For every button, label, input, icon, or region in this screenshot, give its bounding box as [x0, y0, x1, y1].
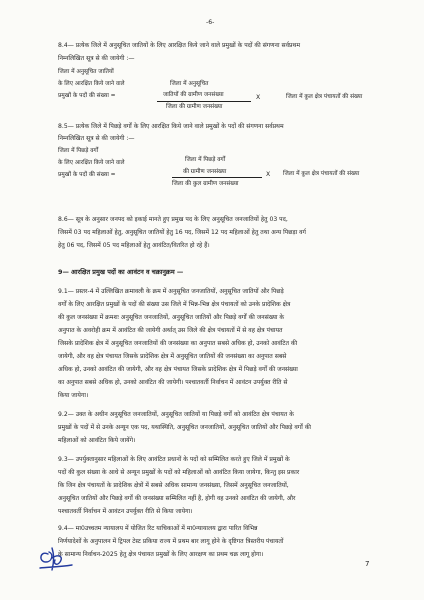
para-9-2-line-3: महिलाओं को आवंटित किये जायेंगे। — [58, 437, 136, 444]
formula-sc-rhs: जिला में कुल क्षेत्र पंचायतों की संख्या — [286, 94, 363, 100]
formula-obc-fraction-bar — [172, 177, 262, 178]
para-9-1-line-2: वर्गों के लिए आरक्षित प्रमुखों के पदों की संख्या उस जिले में भिन्न-भिन्न क्षेत्र पंचायतों को उनके प्रादेशिक क्षेत्र — [58, 301, 291, 308]
formula-sc-numerator-1: जिला में अनुसूचित — [170, 81, 209, 87]
para-9-1-line-5: जिसके प्रादेशिक क्षेत्र में अनुसूचित जनजातियों की जनसंख्या का अनुपात सबसे अधिक हो, उनको आवंटित की — [58, 340, 298, 347]
para-8-5-line-2: निम्नलिखित सूत्र से की जायेगी :— — [58, 135, 135, 142]
formula-sc-denominator: जिला की ग्रामीण जनसंख्या — [166, 104, 223, 110]
formula-obc-lhs-2: के लिए आरक्षित किये जाने वाले — [58, 160, 125, 166]
formula-obc-times: X — [266, 171, 271, 178]
signature-mark — [34, 540, 76, 572]
para-9-3-line-4: अनुसूचित जातियों और पिछड़े वर्गों की जनसंख्या सम्मिलित नहीं है, होगी वह उनको आवंटित की जायेगी, और — [58, 495, 296, 502]
para-9-4-line-3: के सामान्य निर्वाचन-2025 हेतु क्षेत्र पंचायत प्रमुखों के लिए आरक्षण का प्रथम चक्र लागू होगा। — [58, 551, 264, 558]
para-9-1-line-9: किया जायेगा। — [58, 392, 89, 399]
para-9-1-line-8: का अनुपात सबसे अधिक हो, उनको आवंटित की जायेगी। पश्चातवर्ती निर्वाचन में आवंटन उपर्युक्त रीति से — [58, 379, 288, 386]
formula-obc-denominator: जिला की कुल ग्रामीण जनसंख्या — [172, 181, 239, 187]
formula-sc-lhs-3: प्रमुखों के पदों की संख्या = — [58, 93, 116, 99]
para-9-4-line-2: निर्णयादेशों के अनुपालन में ट्रिपल टेस्ट प्रकिया राज्य में प्रथम बार लागू होने के दृष्टिगत त्रिस्तरीय पंचायतों — [58, 538, 284, 545]
para-9-3-line-1: 9.3— उपर्युक्तानुसार महिलाओं के लिए आवंटित प्रधानों के पदों को सम्मिलित करते हुए जिले में प्रमुखों के — [58, 456, 290, 463]
para-9-3-line-2: पदों की कुल संख्या के आधे से अन्यून प्रमुखों के पदों को महिलाओं को आवंटित किया जायेगा, किन्तु इस प्रकार — [58, 469, 300, 476]
section-9-heading: 9— आरक्षित प्रमुख पदों का आवंटन व चक्रानुक्रम — — [58, 268, 184, 276]
formula-sc-numerator-2: जातियों की ग्रामीण जनसंख्या — [163, 92, 224, 98]
formula-sc-times: X — [256, 94, 261, 101]
formula-sc-lhs-1: जिला में अनुसूचित जातियों — [58, 69, 114, 75]
para-9-1-line-6: जायेगी, और वह क्षेत्र पंचायत जिसके प्रादेशिक क्षेत्र में अनुसूचित जातियों की जनसंख्या का अनुपात सबसे — [58, 353, 287, 360]
para-8-6-line-1: 8.6— सूत्र के अनुसार जनपद को इकाई मानते हुए प्रमुख पद के लिए अनुसूचित जनजातियों हेतु 03 पद, — [58, 216, 288, 223]
para-8-4-line-2: निम्नलिखित सूत्र से की जायेगी :— — [58, 55, 135, 62]
para-9-2-line-2: प्रमुखों के पदों में से उनके अन्यून एक पद, यथास्थिति, अनुसूचित जनजातियों, अनुसूचित जातियों और पिछड़े वर्गों की — [58, 424, 311, 431]
formula-obc-rhs: जिला में कुल क्षेत्र पंचायतों की संख्या — [283, 171, 360, 177]
formula-obc-numerator-1: जिला में पिछड़े वर्गों — [185, 157, 226, 163]
formula-sc-lhs-2: के लिए आरक्षित किये जाने वाले — [58, 81, 125, 87]
page-top-mark: -6- — [206, 19, 215, 26]
para-8-6-line-2: जिसमें 03 पद महिलाओं हेतु, अनुसूचित जातियों हेतु 16 पद, जिसमें 12 पद महिलाओं हेतु तथा अन्य पिछड़ा वर्ग — [58, 229, 306, 236]
para-9-3-line-5: पश्चातवर्ती निर्वाचन में आवंटन उपर्युक्त रीति से किया जायेगा। — [58, 508, 193, 515]
formula-sc-fraction-bar — [157, 101, 251, 102]
para-9-1-line-1: 9.1— प्रस्तर-4 में उल्लिखित क्रमावली के क्रम में अनुसूचित जनजातियों, अनुसूचित जातियों और पिछड़े — [58, 288, 284, 295]
formula-obc-lhs-1: जिला में पिछड़े वर्गों — [58, 148, 99, 154]
para-8-5-line-1: 8.5— प्रत्येक जिले में पिछड़े वर्गों के लिए आरक्षित किये जाने वाले प्रमुखों के पदों की संगणना सर्वप्रथम — [58, 123, 284, 130]
para-9-1-line-3: की कुल जनसंख्या में क्रमशः अनुसूचित जनजातियों, अनुसूचित जातियों और पिछड़े वर्गों की जनसंख्या के — [58, 314, 285, 321]
para-8-6-line-3: हेतु 06 पद, जिसमें 05 पद महिलाओं हेतु आवंटित/वितरित हो रहे हैं। — [58, 242, 210, 249]
para-8-4-line-1: 8.4— प्रत्येक जिले में अनुसूचित जातियों के लिए आरक्षित किये जाने वाले प्रमुखों के पदों की संगणना सर्वप्रथम — [58, 42, 300, 49]
para-9-2-line-1: 9.2— उक्त के अधीन अनुसूचित जनजातियों, अनुसूचित जातियों या पिछड़े वर्गों को आवंटित क्षेत्र पंचायत के — [58, 411, 294, 418]
page-number: 7 — [365, 560, 370, 568]
para-9-1-line-4: अनुपात के अवरोही क्रम में आवंटित की जायेगी अर्थात् उस जिले की क्षेत्र पंचायतों में से वह क्षेत्र पंचायत — [58, 327, 283, 334]
para-9-4-line-1: 9.4— मा0उच्चतम न्यायालय में योजित रिट याचिकाओं में मा0न्यायालय द्वारा पारित विभिन्न — [58, 525, 258, 532]
para-9-3-line-3: कि जिन क्षेत्र पंचायतों के प्रादेशिक क्षेत्रों में सबसे अधिक सामान्य जनसंख्या, जिसमें अनुसूचित जनजातियों, — [58, 482, 289, 489]
formula-obc-numerator-2: की ग्रामीण जनसंख्या — [183, 169, 227, 175]
para-9-1-line-7: अधिक हो, उनको आवंटित की जायेगी, और वह क्षेत्र पंचायत जिसके प्रादेशिक क्षेत्र में पिछड़े वर्गों की जनसंख्या — [58, 366, 298, 373]
formula-obc-lhs-3: प्रमुखों के पदों की संख्या = — [58, 172, 116, 178]
